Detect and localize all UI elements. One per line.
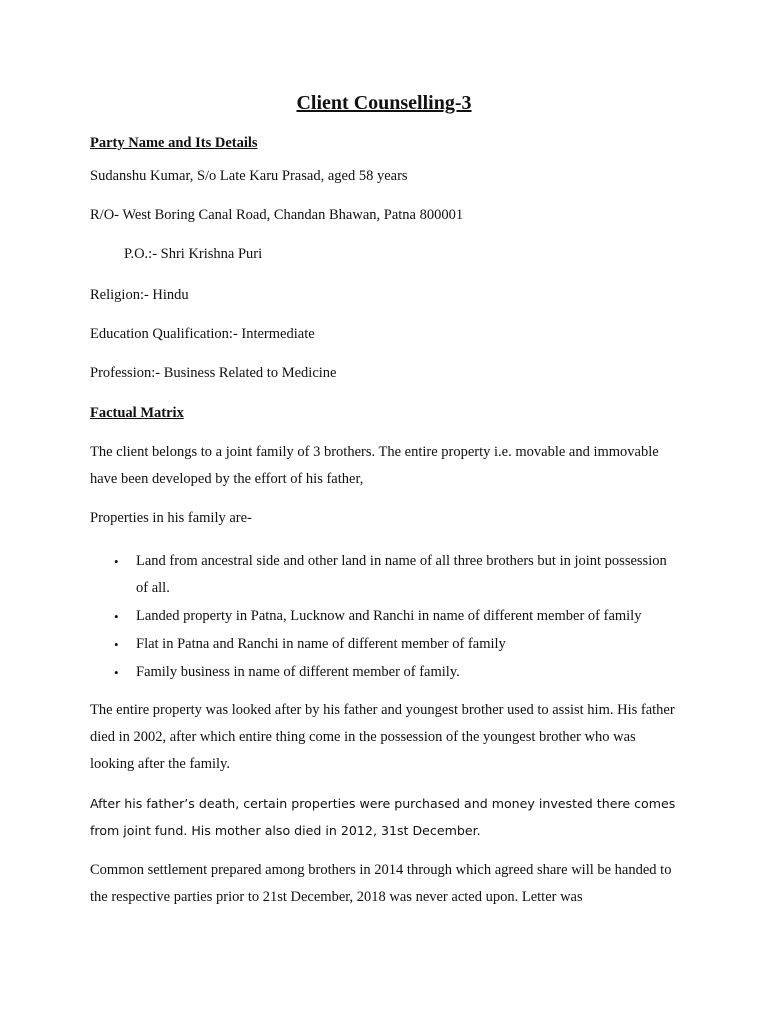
party-heading: Party Name and Its Details bbox=[90, 135, 258, 151]
paragraph-joint-family: The client belongs to a joint family of 3 brothers. The entire property i.e. movable and immovable have been developed by the effort of his father, bbox=[90, 444, 659, 487]
page-title: Client Counselling-3 bbox=[296, 92, 472, 114]
profession-line: Profession:- Business Related to Medicine bbox=[90, 365, 337, 381]
list-item bbox=[90, 603, 680, 630]
list-item bbox=[90, 631, 680, 658]
paragraph-settlement: Common settlement prepared among brothers in 2014 through which agreed share will be handed to the respective parties prior to 21st December, 2018 was never acted upon. Letter was bbox=[90, 862, 672, 905]
party-name-line: Sudanshu Kumar, S/o Late Karu Prasad, aged 58 years bbox=[90, 168, 408, 184]
properties-list bbox=[90, 548, 680, 687]
list-item-text: Landed property in Patna, Lucknow and Ranchi in name of different member of family bbox=[136, 608, 642, 624]
list-item bbox=[90, 548, 680, 602]
residence-line: R/O- West Boring Canal Road, Chandan Bhawan, Patna 800001 bbox=[90, 207, 464, 223]
factual-matrix-heading: Factual Matrix bbox=[90, 405, 184, 421]
list-item-text: Flat in Patna and Ranchi in name of different member of family bbox=[136, 636, 506, 652]
bullet-icon: • bbox=[114, 665, 119, 680]
education-line: Education Qualification:- Intermediate bbox=[90, 326, 315, 342]
religion-line: Religion:- Hindu bbox=[90, 287, 189, 303]
bullet-icon: • bbox=[114, 609, 119, 624]
list-item bbox=[90, 659, 680, 686]
post-office-line: P.O.:- Shri Krishna Puri bbox=[124, 246, 263, 262]
paragraph-joint-fund: After his father’s death, certain properties were purchased and money invested there comes from joint fund. His mother also died in 2012, 31st December. bbox=[90, 796, 676, 838]
bullet-icon: • bbox=[114, 637, 119, 652]
list-item-text: Land from ancestral side and other land in name of all three brothers but in joint possession of all. bbox=[136, 553, 667, 596]
paragraph-father-death: The entire property was looked after by his father and youngest brother used to assist him. His father died in 2002, after which entire thing come in the possession of the youngest brother who was looking after the family. bbox=[90, 702, 675, 772]
bullet-icon: • bbox=[114, 554, 119, 569]
list-item-text: Family business in name of different member of family. bbox=[136, 664, 460, 680]
properties-intro: Properties in his family are- bbox=[90, 510, 252, 526]
